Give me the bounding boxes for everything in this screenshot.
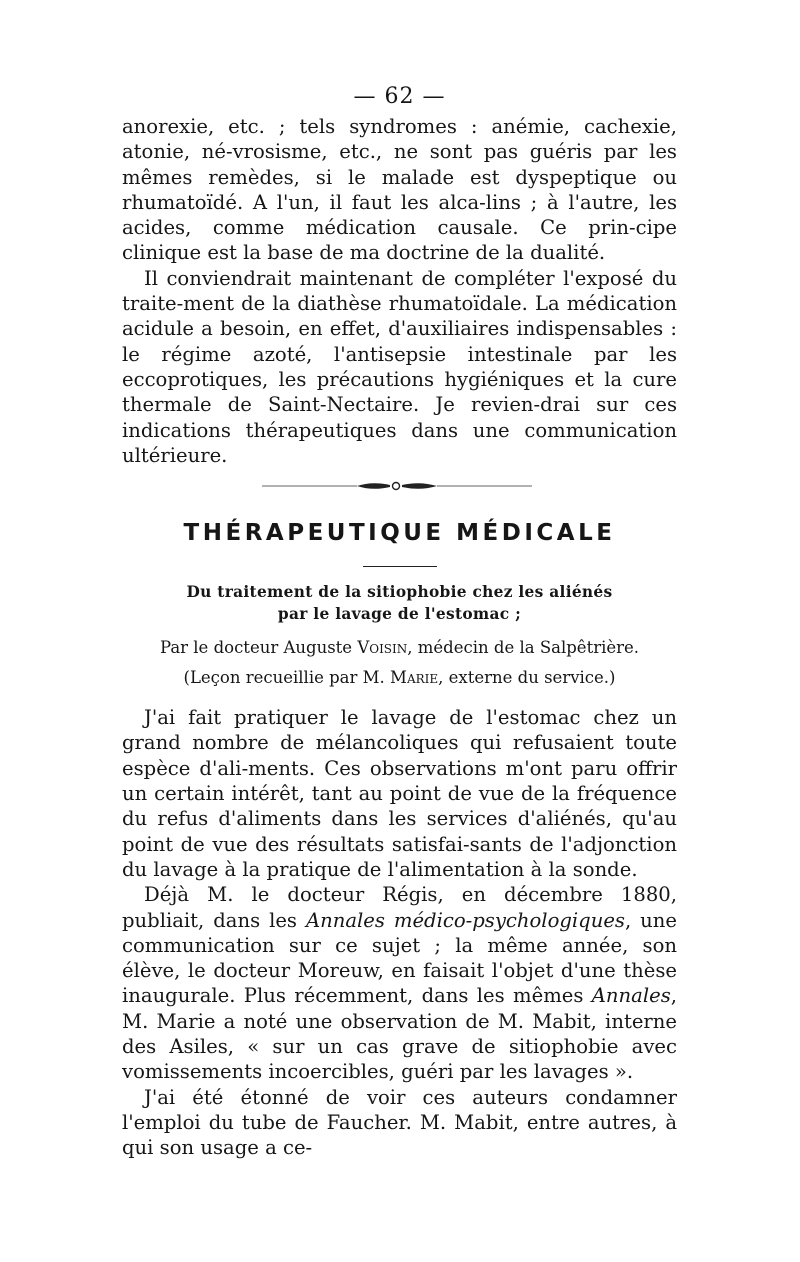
- body-paragraph-1: J'ai fait pratiquer le lavage de l'estomac chez un grand nombre de mélancoliques qui refusaient toute espèce d'ali-ments. Ces observations m'ont paru offrir un certain intérêt, tant au point de vue de la fréquence du refus d'aliments dans les services d'aliénés, qu'au point de vue des résultats satisfai-sants de l'adjonction du lavage à la pratique de l'alimentation à la sonde.: [122, 706, 677, 881]
- article-byline: [122, 637, 677, 659]
- byline-author: Voisin: [357, 638, 408, 658]
- ornamental-rule-icon: [262, 480, 532, 492]
- continuation-paragraph-1: anorexie, etc. ; tels syndromes : anémie, cachexie, atonie, né-vrosisme, etc., ne sont pas guéris par les mêmes remèdes, si le malade est dyspeptique ou rhumatoïdé. A l'un, il faut les alca-lins ; à l'autre, les acides, comme médication causale. Ce prin-cipe clinique est la base de ma doctrine de la dualité.: [122, 115, 677, 265]
- page-number-value: 62: [384, 84, 415, 109]
- body-paragraph-2: [122, 882, 677, 1084]
- section-title: THÉRAPEUTIQUE MÉDICALE: [183, 520, 616, 547]
- article-title-line-2: par le lavage de l'estomac ;: [277, 605, 522, 624]
- credit-name: Marie: [390, 668, 439, 688]
- page-number-dash-left: —: [353, 84, 377, 109]
- page-number-dash-right: —: [422, 84, 446, 109]
- page-number: [122, 84, 677, 110]
- body-paragraph-3: J'ai été étonné de voir ces auteurs condamner l'emploi du tube de Faucher. M. Mabit, entre autres, à qui son usage a ce-: [122, 1085, 677, 1160]
- journal-short-title: Annales: [591, 984, 671, 1008]
- journal-title: Annales médico-psychologiques: [305, 908, 625, 932]
- body-paragraph-2-part-a: Déjà M. le docteur Régis, en décembre 1880, publiait, dans les: [122, 883, 677, 932]
- book-page: [122, 84, 677, 1161]
- article-title-line-1: Du traitement de la sitiophobie chez les aliénés: [186, 583, 613, 602]
- body-paragraph-2-part-c: , M. Marie a noté une observation de M. Mabit, interne des Asiles, « sur un cas grave de sitiophobie avec vomissements incoercibles, guéri par les lavages ».: [122, 984, 677, 1084]
- ornamental-rule: [122, 476, 677, 500]
- article-body: [122, 705, 677, 1160]
- continuation-paragraph-2: Il conviendrait maintenant de compléter l'exposé du traite-ment de la diathèse rhumatoïdale. La médication acidule a besoin, en effet, d'auxiliaires indispensables : le régime azoté, l'antisepsie intestinale par les eccoprotiques, les précautions hygiéniques et la cure thermale de Saint-Nectaire. Je revien-drai sur ces indications thérapeutiques dans une communication ultérieure.: [122, 266, 677, 467]
- credit-prefix: (Leçon recueillie par M.: [183, 668, 391, 688]
- section-divider: [363, 566, 437, 567]
- body-paragraph-2-part-b: , une communication sur ce sujet ; la même année, son élève, le docteur Moreuw, en faisait l'objet d'une thèse inaugurale. Plus récemment, dans les mêmes: [122, 908, 677, 1008]
- byline-prefix: Par le docteur Auguste: [159, 638, 358, 658]
- article-credit: [122, 667, 677, 689]
- credit-suffix: , externe du service.): [438, 668, 616, 688]
- byline-suffix: , médecin de la Salpêtrière.: [407, 638, 640, 658]
